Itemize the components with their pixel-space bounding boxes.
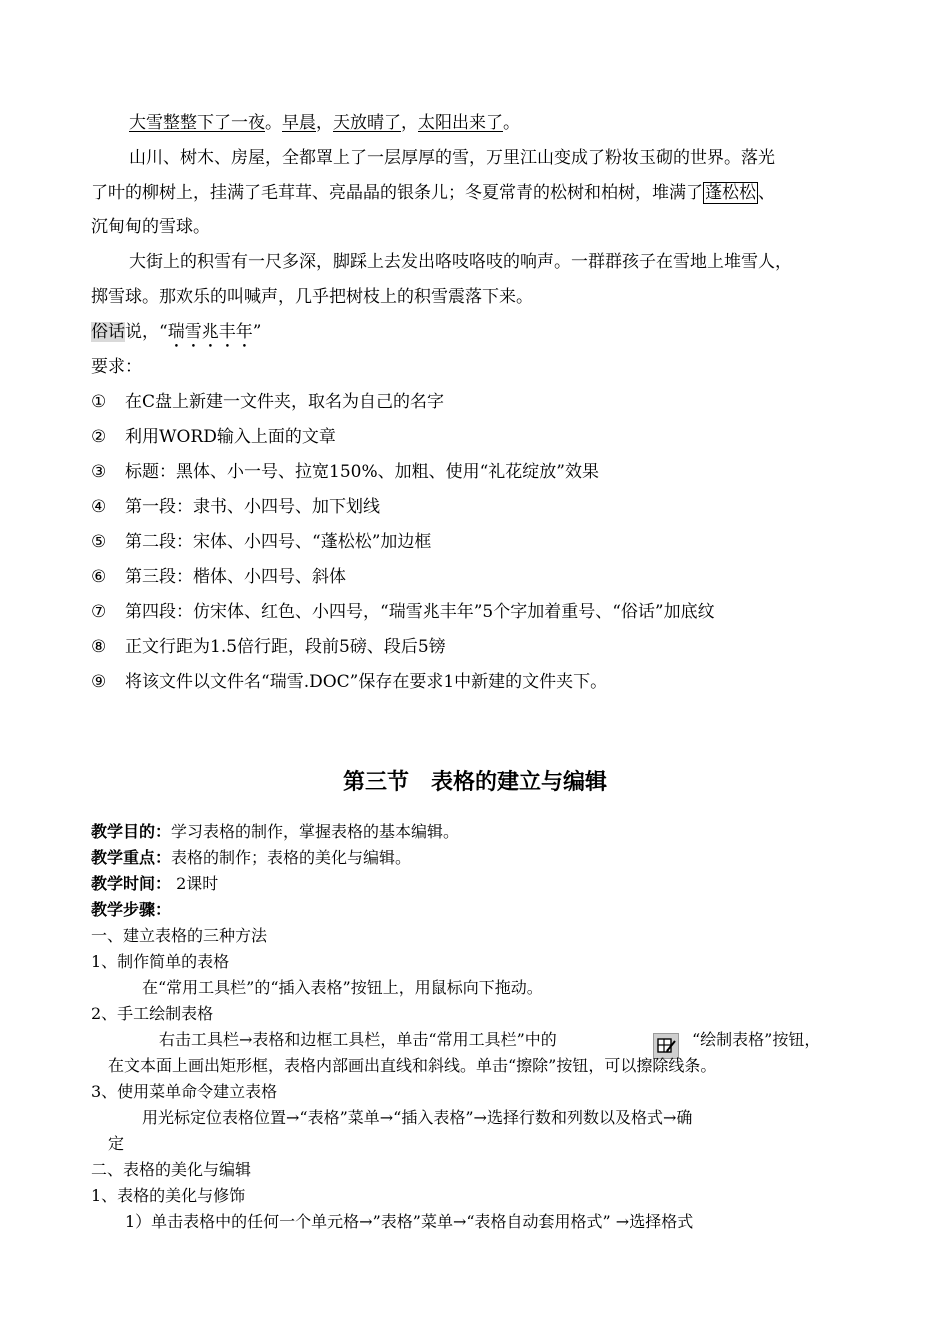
p2-line-1: 山川、树木、房屋，全都罩上了一层厚厚的雪，万里江山变成了粉妆玉砌的世界。落光: [129, 148, 775, 168]
paragraph-4: [91, 321, 261, 352]
requirement-number: ④: [91, 497, 107, 517]
p1-part-c: 早晨: [282, 113, 316, 133]
method-2-line-2: 在文本面上画出矩形框，表格内部画出直线和斜线。单击“擦除”按钮，可以擦除线条。: [108, 1056, 717, 1075]
method-3-line-2: 定: [108, 1134, 125, 1153]
p1-part-a: 大雪整整下了一夜: [129, 113, 265, 133]
requirement-item: [91, 671, 608, 693]
shaded-word: 俗话: [91, 322, 125, 342]
p2-line-3: 沉甸甸的雪球。: [91, 217, 210, 237]
requirement-number: ⑧: [91, 637, 107, 657]
p2-line-2: [91, 182, 775, 204]
focus-text: 表格的制作；表格的美化与编辑。: [171, 848, 412, 867]
requirement-text: 正文行距为1.5倍行距，段前5磅、段后5镑: [125, 637, 446, 657]
requirement-text: 第三段：楷体、小四号、斜体: [125, 567, 346, 587]
p1-part-f: ，: [401, 113, 418, 133]
time-text: 2课时: [171, 874, 219, 893]
goal-label: 教学目的：: [91, 822, 172, 841]
p4-end: ”: [252, 322, 262, 342]
requirement-item: [91, 601, 715, 623]
focus-label: 教学重点：: [91, 848, 172, 867]
method-1-title: 1、制作简单的表格: [91, 952, 230, 971]
paragraph-1: [129, 112, 520, 134]
requirement-number: ⑥: [91, 567, 107, 587]
requirements-heading: 要求：: [91, 357, 142, 377]
requirement-text: 标题：黑体、小一号、拉宽150%、加粗、使用“礼花绽放”效果: [125, 462, 599, 482]
focus-line: [91, 848, 411, 868]
p2-line-2a: 了叶的柳树上，挂满了毛茸茸、亮晶晶的银条儿；冬夏常青的松树和柏树，堆满了: [91, 183, 703, 203]
boxed-word: 蓬松松: [705, 183, 756, 203]
goal-line: [91, 822, 459, 842]
goal-text: 学习表格的制作，掌握表格的基本编辑。: [171, 822, 460, 841]
method-3-title: 3、使用菜单命令建立表格: [91, 1082, 278, 1101]
requirement-item: [91, 461, 599, 483]
requirement-number: ①: [91, 392, 107, 412]
heading-1: 一、建立表格的三种方法: [91, 926, 268, 945]
emphasized-phrase: 瑞雪兆丰年: [167, 322, 253, 342]
steps-label: 教学步骤：: [91, 900, 172, 919]
requirement-number: ⑨: [91, 672, 107, 692]
p1-part-e: 天放晴了: [333, 113, 401, 133]
requirement-text: 在C盘上新建一文件夹，取名为自己的名字: [125, 392, 445, 412]
p3-line-2: 掷雪球。那欢乐的叫喊声，几乎把树枝上的积雪震落下来。: [91, 287, 533, 307]
requirement-text: 第二段：宋体、小四号、“蓬松松”加边框: [125, 532, 432, 552]
p2-line-2b: 、: [758, 183, 775, 203]
requirement-number: ③: [91, 462, 107, 482]
requirement-item: [91, 426, 336, 448]
requirement-text: 利用WORD输入上面的文章: [125, 427, 336, 447]
requirement-text: 将该文件以文件名“瑞雪.DOC”保存在要求1中新建的文件夹下。: [125, 672, 608, 692]
method-2-line-1b: “绘制表格”按钮，: [692, 1030, 821, 1049]
p3-line-1: 大街上的积雪有一尺多深，脚踩上去发出咯吱咯吱的响声。一群群孩子在雪地上堆雪人，: [129, 252, 792, 272]
p4-mid: 说，“: [125, 322, 168, 342]
requirement-item: [91, 531, 432, 553]
requirement-item: [91, 566, 346, 588]
requirement-item: [91, 636, 446, 658]
requirement-text: 第一段：隶书、小四号、加下划线: [125, 497, 380, 517]
section-title: 第三节 表格的建立与编辑: [342, 770, 607, 795]
requirement-item: [91, 391, 445, 413]
method-2-line-1a: 右击工具栏→表格和边框工具栏，单击“常用工具栏”中的: [159, 1030, 557, 1049]
requirement-number: ⑤: [91, 532, 107, 552]
p1-part-b: 。: [265, 113, 282, 133]
requirement-text: 第四段：仿宋体、红色、小四号，“瑞雪兆丰年”5个字加着重号、“俗话”加底纹: [125, 602, 715, 622]
beautify-step-1: 1）单击表格中的任何一个单元格→”表格”菜单→“表格自动套用格式” →选择格式: [125, 1212, 694, 1231]
requirement-number: ②: [91, 427, 107, 447]
method-3-line-1: 用光标定位表格位置→“表格”菜单→“插入表格”→选择行数和列数以及格式→确: [142, 1108, 693, 1127]
method-1-body: 在“常用工具栏”的“插入表格”按钮上，用鼠标向下拖动。: [142, 978, 543, 997]
beautify-title: 1、表格的美化与修饰: [91, 1186, 246, 1205]
time-label: 教学时间：: [91, 874, 172, 893]
heading-2: 二、表格的美化与编辑: [91, 1160, 252, 1179]
p1-part-h: 。: [503, 113, 520, 133]
p1-part-d: ，: [316, 113, 333, 133]
time-line: [91, 874, 218, 894]
p1-part-g: 太阳出来了: [418, 113, 503, 133]
method-2-title: 2、手工绘制表格: [91, 1004, 214, 1023]
requirement-item: [91, 496, 380, 518]
requirement-number: ⑦: [91, 602, 107, 622]
